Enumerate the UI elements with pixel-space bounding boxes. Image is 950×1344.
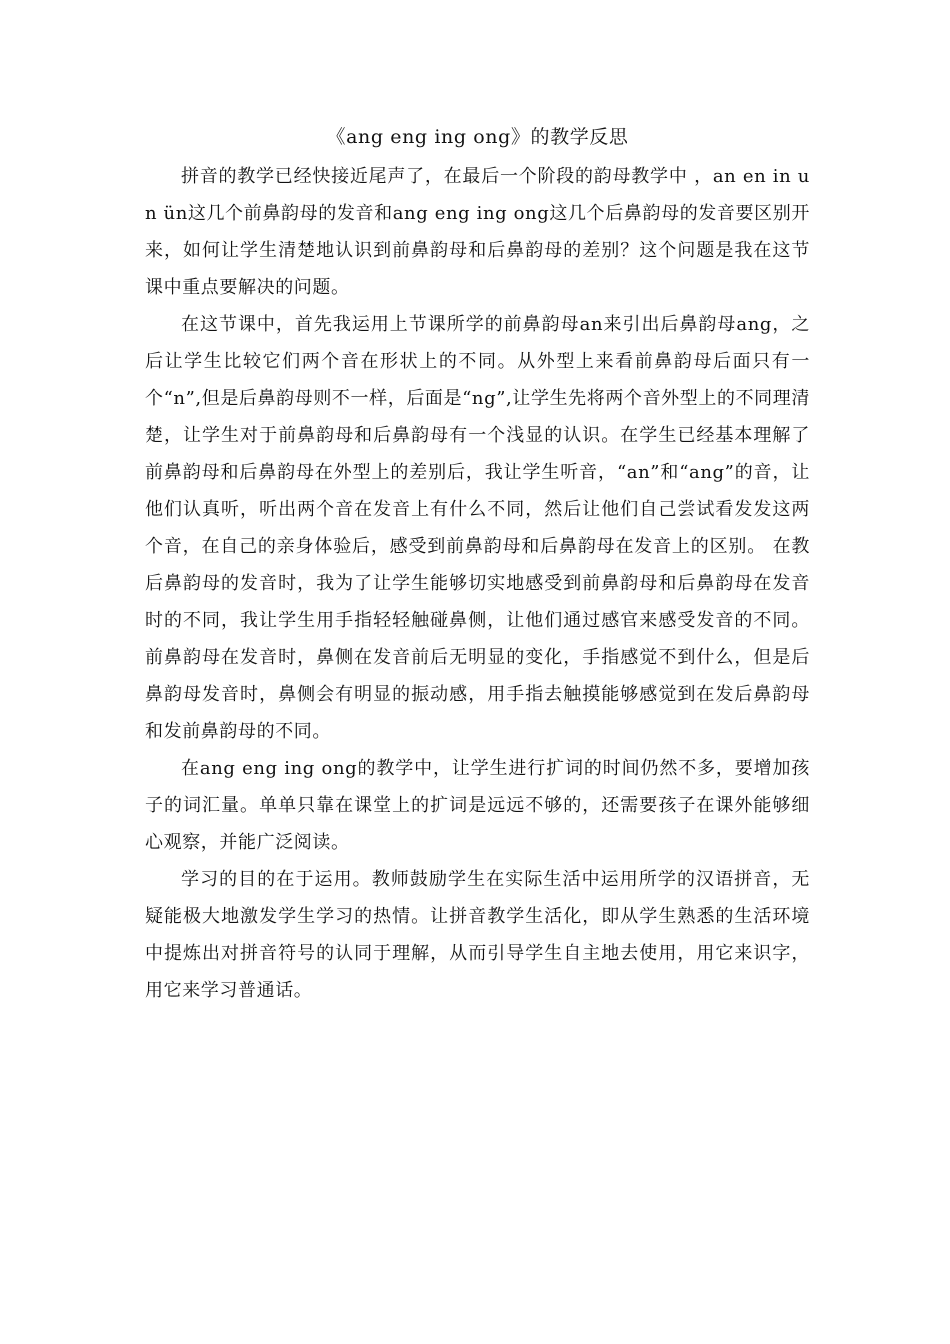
paragraph-intro: 拼音的教学已经快接近尾声了，在最后一个阶段的韵母教学中 ，an en in un ün这几个前鼻韵母的发音和ang eng ing ong这几个后鼻韵母的发音要区别开来，如何让学生清楚地认识到前鼻韵母和后鼻韵母的差别？这个问题是我在这节课中重点要解决的问题。 — [145, 166, 810, 298]
paragraph-lesson-process: 在这节课中，首先我运用上节课所学的前鼻韵母an来引出后鼻韵母ang，之后让学生比较它们两个音在形状上的不同。从外型上来看前鼻韵母后面只有一个“n”,但是后鼻韵母则不一样，后面是“ng”,让学生先将两个音外型上的不同理清楚，让学生对于前鼻韵母和后鼻韵母有一个浅显的认识。在学生已经基本理解了前鼻韵母和后鼻韵母在外型上的差别后，我让学生听音，“an”和“ang”的音，让他们认真听，听出两个音在发音上有什么不同，然后让他们自己尝试看发发这两个音，在自己的亲身体验后，感受到前鼻韵母和后鼻韵母在发音上的区别。 在教后鼻韵母的发音时，我为了让学生能够切实地感受到前鼻韵母和后鼻韵母在发音时的不同，我让学生用手指轻轻触碰鼻侧，让他们通过感官来感受发音的不同。前鼻韵母在发音时，鼻侧在发音前后无明显的变化，手指感觉不到什么，但是后鼻韵母发音时，鼻侧会有明显的振动感，用手指去触摸能够感觉到在发后鼻韵母和发前鼻韵母的不同。 — [145, 314, 810, 742]
document-page — [145, 120, 810, 1009]
paragraph-application: 学习的目的在于运用。教师鼓励学生在实际生活中运用所学的汉语拼音，无疑能极大地激发学生学习的热情。让拼音教学生活化，即从学生熟悉的生活环境中提炼出对拼音符号的认同于理解，从而引导学生自主地去使用，用它来识字，用它来学习普通话。 — [145, 869, 810, 1001]
paragraph-vocabulary: 在ang eng ing ong的教学中，让学生进行扩词的时间仍然不多，要增加孩子的词汇量。单单只靠在课堂上的扩词是远远不够的，还需要孩子在课外能够细心观察，并能广泛阅读。 — [145, 758, 810, 853]
document-title: 《ang eng ing ong》的教学反思 — [326, 126, 629, 148]
